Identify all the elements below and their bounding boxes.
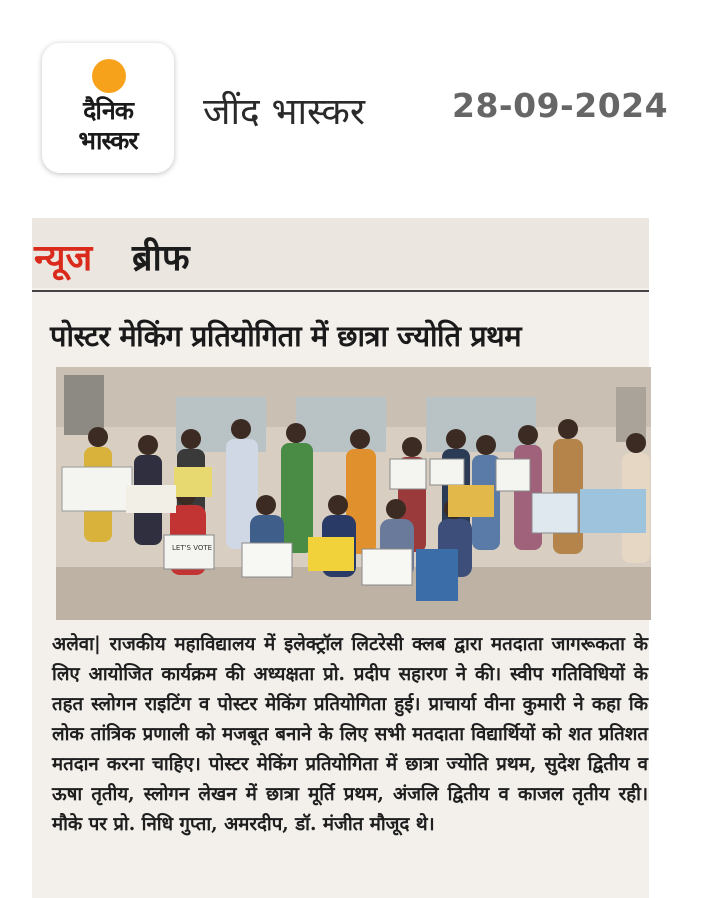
logo-text-line2: भास्कर bbox=[78, 126, 138, 155]
article-headline: पोस्टर मेकिंग प्रतियोगिता में छात्रा ज्योति प्रथम bbox=[50, 319, 522, 353]
edition-date: 28-09-2024 bbox=[452, 86, 669, 125]
page-header bbox=[0, 0, 712, 200]
section-banner bbox=[32, 218, 649, 288]
sun-icon bbox=[92, 59, 126, 93]
edition-title: जींद भास्कर bbox=[203, 90, 365, 133]
article-body bbox=[52, 630, 648, 840]
section-title-brief: ब्रीफ bbox=[132, 238, 190, 279]
news-clipping bbox=[32, 218, 649, 898]
section-title-news: न्यूज bbox=[34, 238, 93, 279]
article-photo bbox=[56, 367, 651, 620]
section-divider bbox=[32, 290, 649, 292]
logo-text-line1: दैनिक bbox=[83, 96, 133, 125]
article-body-text: राजकीय महाविद्यालय में इलेक्ट्रॉल लिटरेसी क्लब द्वारा मतदाता जागरूकता के लिए आयोजित कार्यक्रम की अध्यक्षता प्रो. प्रदीप सहारण ने की। स्वीप गतिविधियों के तहत स्लोगन राइटिंग व पोस्टर मेकिंग प्रतियोगिता हुई। प्राचार्या वीना कुमारी ने कहा कि लोक तांत्रिक प्रणाली को मजबूत बनाने के लिए सभी मतदाता विद्यार्थियों को शत प्रतिशत मतदान करना चाहिए। पोस्टर मेकिंग प्रतियोगिता में छात्रा ज्योति प्रथम, सुदेश द्वितीय व ऊषा तृतीय, स्लोगन लेखन में छात्रा मूर्ति प्रथम, अंजलि द्वितीय व काजल तृतीय रही। मौके पर प्रो. निधि गुप्ता, अमरदीप, डॉ. मंजीत मौजूद थे। bbox=[52, 634, 648, 835]
article-dateline: अलेवा| bbox=[52, 634, 101, 655]
dainik-bhaskar-logo[interactable] bbox=[42, 43, 174, 173]
placard-text: LET'S VOTE bbox=[172, 544, 213, 552]
